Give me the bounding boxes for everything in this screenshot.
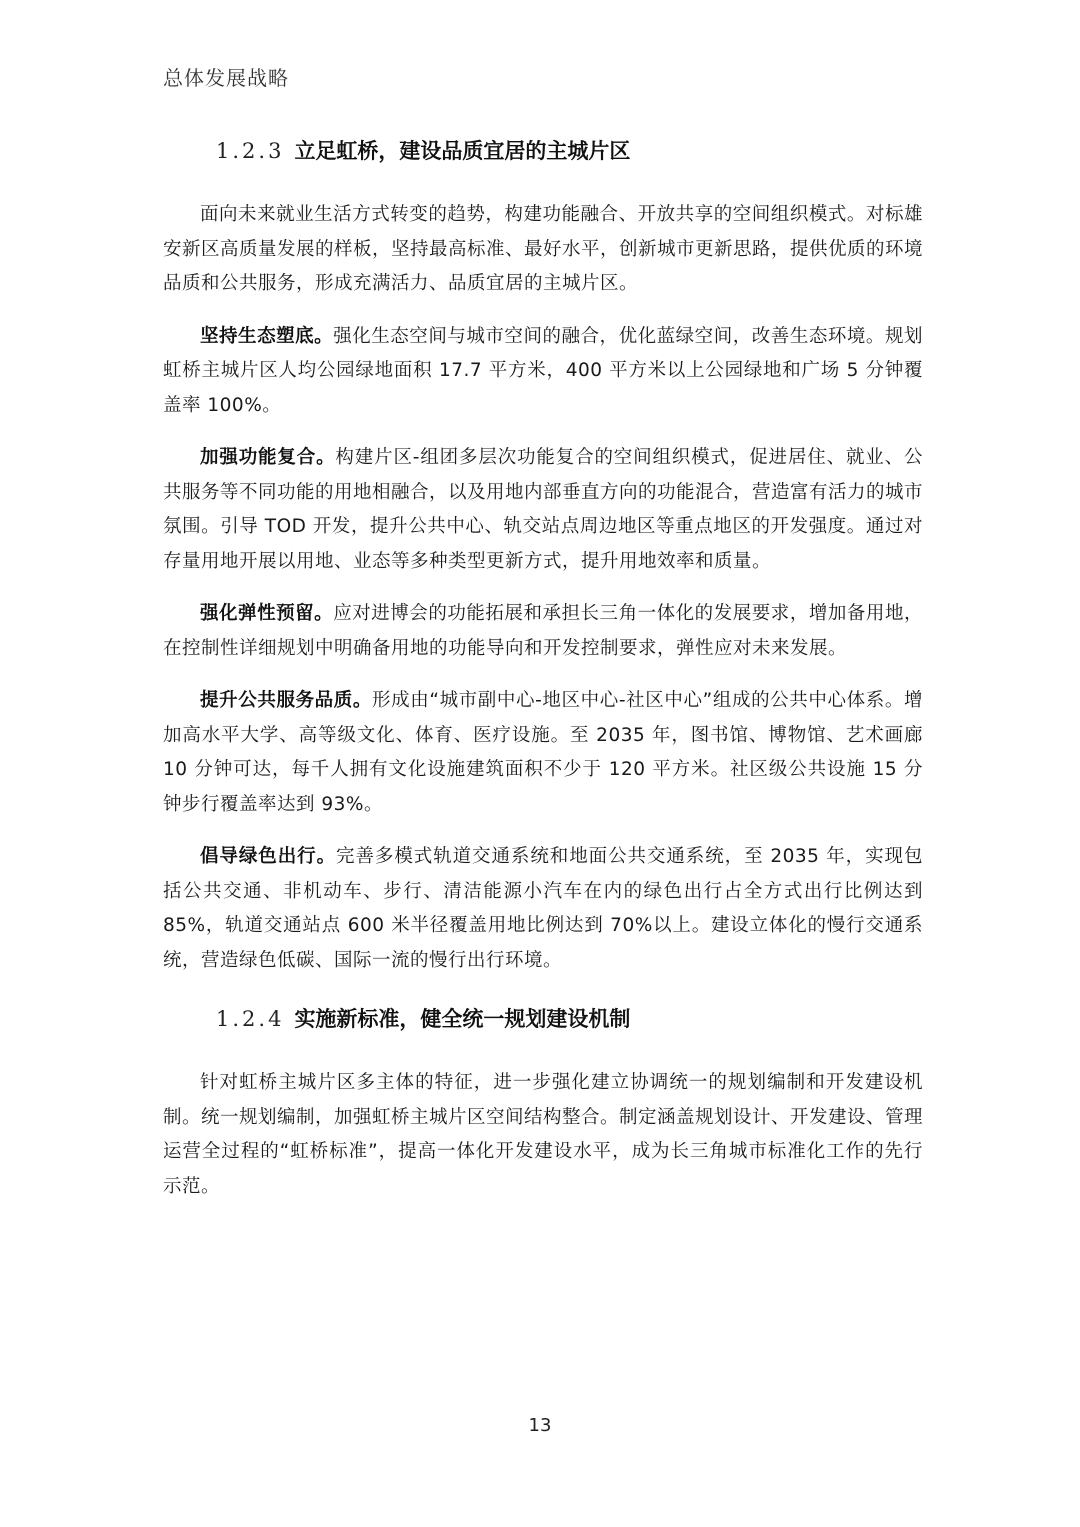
- paragraph-text: 面向未来就业生活方式转变的趋势，构建功能融合、开放共享的空间组织模式。对标雄安新区高质量发展的样板，坚持最高标准、最好水平，创新城市更新思路，提供优质的环境品质和公共服务，形成充满活力、品质宜居的主城片区。: [163, 204, 924, 294]
- paragraph-lead: 坚持生态塑底。: [200, 325, 334, 347]
- paragraph-intro: [163, 198, 923, 302]
- paragraph-lead: 倡导绿色出行。: [200, 846, 337, 867]
- paragraph-reserve: [163, 597, 923, 666]
- paragraph-text: 应对进博会的功能拓展和承担长三角一体化的发展要求，增加备用地，在控制性详细规划中明确备用地的功能导向和开发控制要求，弹性应对未来发展。: [163, 603, 923, 659]
- paragraph-text: 构建片区-组团多层次功能复合的空间组织模式，促进居住、就业、公共服务等不同功能的用地相融合，以及用地内部垂直方向的功能混合，营造富有活力的城市氛围。引导 TOD 开发，提升公共中心、轨交站点周边地区等重点地区的开发强度。通过对存量用地开展以用地、业态等多种类型更新方式，提升用地效率和质量。: [163, 447, 924, 572]
- paragraph-function-mix: [163, 441, 923, 579]
- section-number: 1.2.3: [216, 139, 285, 163]
- section-title: 实施新标准，健全统一规划建设机制: [294, 1007, 631, 1031]
- paragraph-standards: [163, 1066, 923, 1204]
- section-number: 1.2.4: [216, 1007, 285, 1031]
- paragraph-text: 形成由“城市副中心-地区中心-社区中心”组成的公共中心体系。增加高水平大学、高等级文化、体育、医疗设施。至 2035 年，图书馆、博物馆、艺术画廊 10 分钟可达，每千人拥有文化设施建筑面积不少于 120 平方米。社区级公共设施 15 分钟步行覆盖率达到 93%。: [163, 690, 923, 815]
- paragraph-lead: 提升公共服务品质。: [200, 690, 373, 711]
- paragraph-public-service: [163, 684, 923, 822]
- page-number: 13: [528, 1415, 552, 1436]
- section-title: 立足虹桥，建设品质宜居的主城片区: [294, 139, 631, 163]
- section-heading-1-2-3: [163, 128, 923, 174]
- section-heading-1-2-4: [163, 996, 923, 1042]
- paragraph-text: 完善多模式轨道交通系统和地面公共交通系统，至 2035 年，实现包括公共交通、非机动车、步行、清洁能源小汽车在内的绿色出行占全方式出行比例达到 85%，轨道交通站点 600 米半径覆盖用地比例达到 70%以上。建设立体化的慢行交通系统，营造绿色低碳、国际一流的慢行出行环境。: [163, 846, 923, 971]
- paragraph-text: 针对虹桥主城片区多主体的特征，进一步强化建立协调统一的规划编制和开发建设机制。统一规划编制，加强虹桥主城片区空间结构整合。制定涵盖规划设计、开发建设、管理运营全过程的“虹桥标准”，提高一体化开发建设水平，成为长三角城市标准化工作的先行示范。: [163, 1072, 924, 1197]
- paragraph-lead: 加强功能复合。: [200, 447, 336, 468]
- paragraph-lead: 强化弹性预留。: [200, 603, 334, 624]
- paragraph-ecology: [163, 320, 923, 424]
- document-body: [163, 128, 923, 1204]
- paragraph-text: 强化生态空间与城市空间的融合，优化蓝绿空间，改善生态环境。规划虹桥主城片区人均公园绿地面积 17.7 平方米，400 平方米以上公园绿地和广场 5 分钟覆盖率 100%。: [163, 325, 923, 416]
- paragraph-green-travel: [163, 840, 923, 978]
- running-header: 总体发展战略: [163, 66, 289, 90]
